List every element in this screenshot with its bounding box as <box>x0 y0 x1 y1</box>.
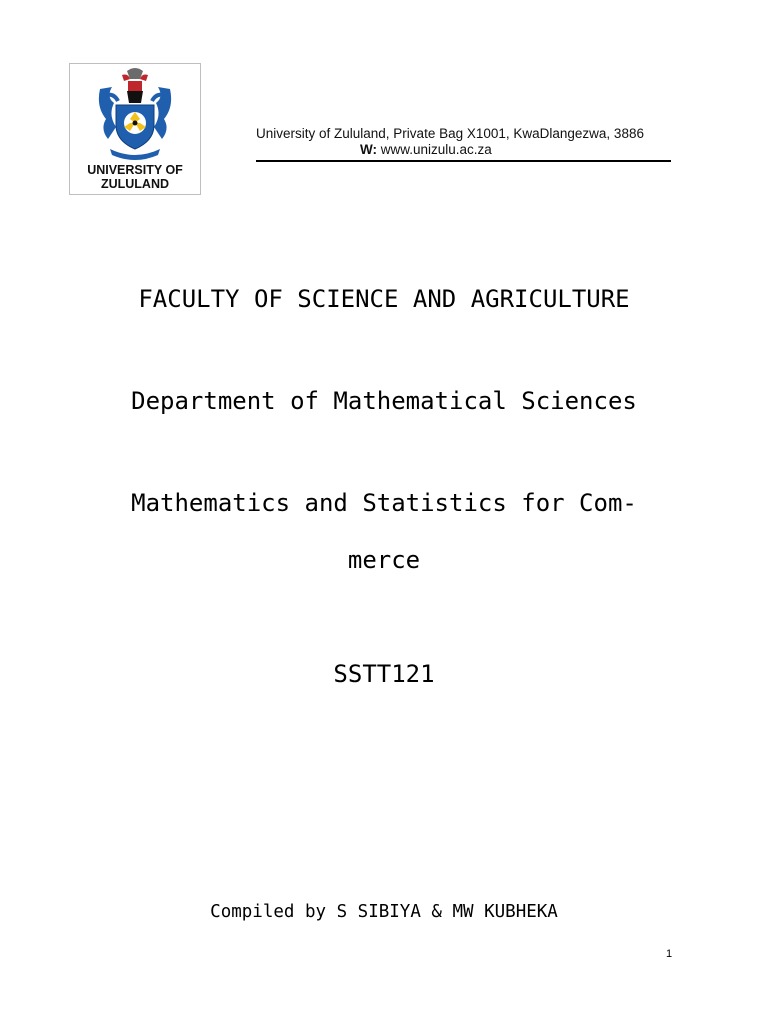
course-title-line-1: Mathematics and Statistics for Com- <box>131 489 637 517</box>
university-logo <box>69 63 201 195</box>
web-url: www.unizulu.ac.za <box>380 142 492 157</box>
web-address-line <box>256 142 676 158</box>
postal-address: University of Zululand, Private Bag X1001, KwaDlangezwa, 3886 <box>256 126 644 141</box>
course-code: SSTT121 <box>333 660 435 688</box>
department-title: Department of Mathematical Sciences <box>131 387 637 415</box>
logo-line-1: UNIVERSITY OF <box>87 163 183 177</box>
letterhead-address-block <box>256 126 676 158</box>
compiled-by: Compiled by S SIBIYA & MW KUBHEKA <box>210 902 558 922</box>
page-number: 1 <box>666 948 673 960</box>
web-label: W: <box>360 142 377 157</box>
letterhead-rule <box>256 160 671 162</box>
crest-icon <box>94 67 176 163</box>
course-title-line-2: merce <box>347 546 421 574</box>
faculty-title: FACULTY OF SCIENCE AND AGRICULTURE <box>138 285 630 313</box>
logo-line-2: ZULULAND <box>100 177 170 191</box>
